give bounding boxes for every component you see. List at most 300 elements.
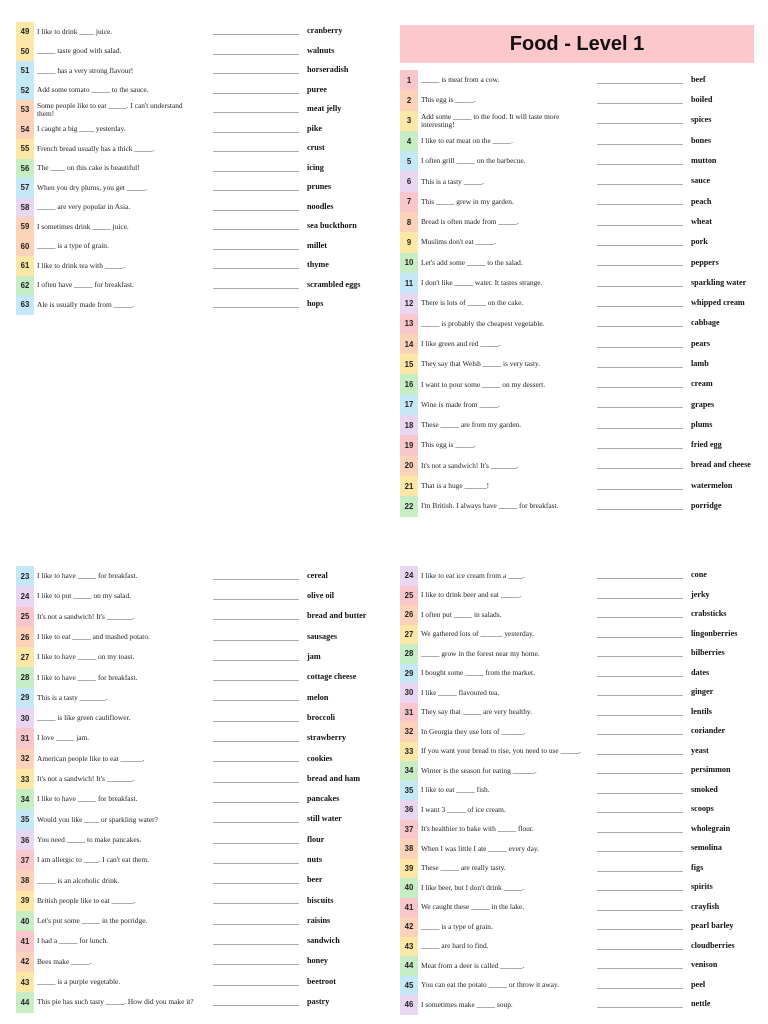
answer-blank-line[interactable] <box>597 598 683 599</box>
sentence-text: This egg is _____. <box>421 95 476 105</box>
item-number: 20 <box>400 456 418 476</box>
answer-word: jam <box>307 652 321 662</box>
exercise-row <box>400 192 758 212</box>
answer-word: still water <box>307 814 342 824</box>
answer-blank-line[interactable] <box>597 286 683 287</box>
answer-blank-line[interactable] <box>597 184 683 185</box>
sentence-text: I like to drink tea with _____. <box>37 260 126 270</box>
exercise-row <box>400 995 758 1015</box>
answer-blank-line[interactable] <box>597 949 683 950</box>
item-number: 33 <box>16 769 34 789</box>
answer-blank-line[interactable] <box>213 210 299 211</box>
exercise-row <box>400 334 758 354</box>
answer-word: pears <box>691 338 711 348</box>
sentence-text: Would you like ____ or sparkling water? <box>37 814 158 824</box>
exercise-row <box>16 198 374 218</box>
answer-word: ginger <box>691 687 714 697</box>
sentence-text: _____ are very popular in Asia. <box>37 202 131 212</box>
answer-blank-line[interactable] <box>597 265 683 266</box>
item-number: 26 <box>400 605 418 625</box>
answer-blank-line[interactable] <box>213 782 299 783</box>
answer-blank-line[interactable] <box>597 509 683 510</box>
answer-word: semolina <box>691 843 722 853</box>
answer-blank-line[interactable] <box>213 249 299 250</box>
answer-blank-line[interactable] <box>597 851 683 852</box>
exercise-row <box>16 972 374 992</box>
sentence-text: When you dry plums, you get _____. <box>37 182 148 192</box>
sentence-text: Add some tomato _____ to the sauce. <box>37 85 149 95</box>
item-number: 63 <box>16 295 34 315</box>
exercise-row <box>400 683 758 703</box>
sentence-text: We caught these _____ in the lake. <box>421 902 525 912</box>
exercise-row <box>16 81 374 101</box>
sentence-text: You need _____ to make pancakes. <box>37 834 142 844</box>
sentence-text: I am allergic to ____. I can't eat them. <box>37 855 150 865</box>
answer-word: prunes <box>307 182 332 192</box>
item-number: 59 <box>16 217 34 237</box>
answer-word: icing <box>307 162 324 172</box>
item-number: 29 <box>16 688 34 708</box>
sentence-text: It's not a sandwich! It's _______. <box>37 774 135 784</box>
answer-blank-line[interactable] <box>213 599 299 600</box>
answer-blank-line[interactable] <box>597 890 683 891</box>
answer-blank-line[interactable] <box>597 754 683 755</box>
worksheet-title: Food - Level 1 <box>509 32 645 55</box>
answer-blank-line[interactable] <box>213 680 299 681</box>
answer-word: boiled <box>691 95 713 105</box>
answer-blank-line[interactable] <box>213 34 299 35</box>
exercise-column-top-left <box>16 22 374 315</box>
answer-blank-line[interactable] <box>597 387 683 388</box>
sentence-text: I sometimes make _____ soup. <box>421 999 513 1009</box>
answer-word: bones <box>691 135 712 145</box>
answer-blank-line[interactable] <box>213 741 299 742</box>
item-number: 53 <box>16 100 34 120</box>
exercise-row <box>16 708 374 728</box>
exercise-row <box>400 111 758 131</box>
answer-blank-line[interactable] <box>213 151 299 152</box>
answer-word: figs <box>691 862 704 872</box>
exercise-row <box>16 647 374 667</box>
exercise-row <box>400 644 758 664</box>
answer-blank-line[interactable] <box>213 112 299 113</box>
sentence-text: I like _____ flavoured tea. <box>421 687 500 697</box>
answer-blank-line[interactable] <box>597 448 683 449</box>
answer-word: plums <box>691 419 713 429</box>
item-number: 34 <box>16 789 34 809</box>
answer-word: melon <box>307 692 329 702</box>
sentence-text: I like beer, but I don't drink _____. <box>421 882 525 892</box>
sentence-text: _____ is a purple vegetable. <box>37 976 121 986</box>
sentence-text: Add some _____ to the food. It will taste more interesting! <box>421 111 560 129</box>
answer-blank-line[interactable] <box>213 190 299 191</box>
answer-word: bread and cheese <box>691 460 751 470</box>
item-number: 17 <box>400 395 418 415</box>
answer-word: lamb <box>691 359 709 368</box>
answer-blank-line[interactable] <box>597 347 683 348</box>
answer-blank-line[interactable] <box>597 832 683 833</box>
sentence-text: _____ is meat from a cow. <box>421 75 500 85</box>
sentence-text: I don't like _____ water. It tastes strange. <box>421 278 543 288</box>
item-number: 40 <box>16 911 34 931</box>
item-number: 21 <box>400 476 418 496</box>
answer-blank-line[interactable] <box>213 579 299 580</box>
sentence-text: I often put _____ in salads. <box>421 609 502 619</box>
answer-blank-line[interactable] <box>213 903 299 904</box>
exercise-row <box>16 607 374 627</box>
answer-word: cabbage <box>691 318 720 328</box>
item-number: 12 <box>400 293 418 313</box>
answer-blank-line[interactable] <box>213 619 299 620</box>
item-number: 15 <box>400 354 418 374</box>
answer-blank-line[interactable] <box>213 268 299 269</box>
item-number: 56 <box>16 159 34 179</box>
item-number: 32 <box>16 749 34 769</box>
answer-blank-line[interactable] <box>213 863 299 864</box>
sentence-text: I want to pour some _____ on my dessert. <box>421 379 546 389</box>
answer-blank-line[interactable] <box>213 802 299 803</box>
sentence-text: I want 3 _____ of ice cream. <box>421 804 506 814</box>
answer-blank-line[interactable] <box>213 307 299 308</box>
answer-blank-line[interactable] <box>213 944 299 945</box>
sentence-text: Ale is usually made from _____. <box>37 299 134 309</box>
answer-word: cottage cheese <box>307 672 357 682</box>
answer-word: porridge <box>691 501 722 511</box>
exercise-row <box>400 476 758 496</box>
answer-word: dates <box>691 667 710 677</box>
answer-blank-line[interactable] <box>597 910 683 911</box>
item-number: 5 <box>400 151 418 171</box>
answer-blank-line[interactable] <box>213 822 299 823</box>
item-number: 41 <box>16 931 34 951</box>
answer-word: cereal <box>307 570 328 580</box>
exercise-row <box>16 769 374 789</box>
answer-blank-line[interactable] <box>597 734 683 735</box>
worksheet-title-banner <box>400 25 754 63</box>
answer-blank-line[interactable] <box>597 225 683 226</box>
answer-word: venison <box>691 960 718 970</box>
answer-blank-line[interactable] <box>213 640 299 641</box>
answer-blank-line[interactable] <box>597 164 683 165</box>
exercise-row <box>400 781 758 801</box>
answer-blank-line[interactable] <box>597 695 683 696</box>
sentence-text: I like to drink ____ juice. <box>37 26 113 36</box>
sentence-text: I like to eat ice cream from a ____. <box>421 570 525 580</box>
exercise-row <box>400 212 758 232</box>
item-number: 26 <box>16 627 34 647</box>
item-number: 44 <box>16 992 34 1012</box>
exercise-row <box>16 952 374 972</box>
sentence-text: The ____ on this cake is beautiful! <box>37 163 140 173</box>
exercise-row <box>400 586 758 606</box>
exercise-row <box>16 911 374 931</box>
sentence-text: Let's add some _____ to the salad. <box>421 257 523 267</box>
exercise-row <box>400 703 758 723</box>
exercise-row <box>16 566 374 586</box>
item-number: 39 <box>400 859 418 879</box>
sentence-text: This _____ grew in my garden. <box>421 196 514 206</box>
sentence-text: I love _____ jam. <box>37 733 90 743</box>
sentence-text: In Georgia they use lots of ______. <box>421 726 526 736</box>
item-number: 36 <box>400 800 418 820</box>
answer-word: cookies <box>307 753 333 763</box>
answer-word: coriander <box>691 726 726 736</box>
answer-blank-line[interactable] <box>213 54 299 55</box>
exercise-row <box>400 605 758 625</box>
exercise-column-bottom-left <box>16 566 374 1013</box>
exercise-column-bottom-right <box>400 566 758 1015</box>
answer-blank-line[interactable] <box>597 1007 683 1008</box>
exercise-row <box>16 22 374 42</box>
exercise-row <box>16 178 374 198</box>
item-number: 24 <box>16 586 34 606</box>
answer-blank-line[interactable] <box>597 773 683 774</box>
item-number: 9 <box>400 232 418 252</box>
sentence-text: They say that _____ are very healthy. <box>421 707 532 717</box>
answer-word: sauce <box>691 176 711 186</box>
answer-blank-line[interactable] <box>213 1005 299 1006</box>
answer-word: bread and butter <box>307 611 367 621</box>
exercise-row <box>400 976 758 996</box>
answer-word: grapes <box>691 399 715 409</box>
answer-blank-line[interactable] <box>597 103 683 104</box>
answer-blank-line[interactable] <box>213 229 299 230</box>
exercise-row <box>400 742 758 762</box>
exercise-row <box>400 273 758 293</box>
answer-word: horseradish <box>307 65 349 75</box>
answer-blank-line[interactable] <box>213 288 299 289</box>
item-number: 3 <box>400 111 418 131</box>
answer-blank-line[interactable] <box>213 73 299 74</box>
answer-word: raisins <box>307 915 331 925</box>
answer-word: crust <box>307 143 325 153</box>
sentence-text: I like to have _____ for breakfast. <box>37 672 138 682</box>
item-number: 30 <box>16 708 34 728</box>
sentence-text: Bread is often made from _____. <box>421 217 519 227</box>
exercise-row <box>16 217 374 237</box>
sentence-text: You can eat the potato _____ or throw it away. <box>421 980 559 990</box>
sentence-text: I like to eat _____ and mashed potato. <box>37 631 150 641</box>
sentence-text: That is a huge ______! <box>421 480 490 490</box>
answer-word: persimmon <box>691 765 731 775</box>
exercise-row <box>400 151 758 171</box>
exercise-row <box>400 354 758 374</box>
exercise-row <box>16 237 374 257</box>
answer-blank-line[interactable] <box>597 407 683 408</box>
answer-blank-line[interactable] <box>597 637 683 638</box>
exercise-row <box>16 830 374 850</box>
answer-word: fried egg <box>691 440 722 450</box>
item-number: 52 <box>16 81 34 101</box>
sentence-text: I like to have _____ for breakfast. <box>37 571 138 581</box>
sentence-text: _____ are hard to find. <box>421 941 489 951</box>
exercise-row <box>400 820 758 840</box>
item-number: 46 <box>400 995 418 1015</box>
exercise-row <box>400 898 758 918</box>
answer-blank-line[interactable] <box>597 489 683 490</box>
answer-word: thyme <box>307 260 329 270</box>
answer-word: crabsticks <box>691 609 727 619</box>
exercise-row <box>400 253 758 273</box>
answer-blank-line[interactable] <box>597 468 683 469</box>
exercise-row <box>400 566 758 586</box>
answer-blank-line[interactable] <box>597 812 683 813</box>
answer-word: scoops <box>691 804 714 814</box>
item-number: 55 <box>16 139 34 159</box>
exercise-row <box>16 159 374 179</box>
exercise-row <box>400 917 758 937</box>
answer-blank-line[interactable] <box>597 428 683 429</box>
item-number: 41 <box>400 898 418 918</box>
answer-word: peppers <box>691 257 719 267</box>
answer-word: crayfish <box>691 901 720 911</box>
answer-word: pastry <box>307 997 330 1007</box>
sentence-text: _____ is an alcoholic drink. <box>37 875 120 885</box>
item-number: 28 <box>16 667 34 687</box>
sentence-text: I like to have _____ on my toast. <box>37 652 135 662</box>
answer-blank-line[interactable] <box>597 793 683 794</box>
answer-blank-line[interactable] <box>597 656 683 657</box>
exercise-row <box>400 435 758 455</box>
item-number: 7 <box>400 192 418 212</box>
exercise-row <box>400 625 758 645</box>
item-number: 32 <box>400 722 418 742</box>
sentence-text: _____ has a very strong flavour! <box>37 65 134 75</box>
answer-blank-line[interactable] <box>213 132 299 133</box>
sentence-text: I'm British. I always have _____ for breakfast. <box>421 501 559 511</box>
exercise-column-top-right <box>400 70 758 517</box>
answer-blank-line[interactable] <box>597 929 683 930</box>
answer-blank-line[interactable] <box>597 578 683 579</box>
answer-blank-line[interactable] <box>597 871 683 872</box>
exercise-row <box>16 850 374 870</box>
answer-blank-line[interactable] <box>213 843 299 844</box>
sentence-text: These _____ are from my garden. <box>421 420 522 430</box>
answer-blank-line[interactable] <box>213 761 299 762</box>
sentence-text: If you want your bread to rise, you need to use _____. <box>421 746 581 756</box>
answer-word: mutton <box>691 156 717 166</box>
answer-blank-line[interactable] <box>597 204 683 205</box>
answer-blank-line[interactable] <box>597 306 683 307</box>
answer-blank-line[interactable] <box>597 367 683 368</box>
answer-blank-line[interactable] <box>597 617 683 618</box>
answer-blank-line[interactable] <box>597 144 683 145</box>
exercise-row <box>400 374 758 394</box>
sentence-text: I like to eat _____ fish. <box>421 785 490 795</box>
sentence-text: _____ is like green cauliflower. <box>37 713 131 723</box>
exercise-row <box>400 171 758 191</box>
item-number: 18 <box>400 415 418 435</box>
answer-blank-line[interactable] <box>213 964 299 965</box>
item-number: 2 <box>400 90 418 110</box>
answer-blank-line[interactable] <box>213 660 299 661</box>
answer-blank-line[interactable] <box>597 123 683 124</box>
sentence-text: _____ is a type of grain. <box>421 921 493 931</box>
exercise-row <box>16 295 374 315</box>
answer-word: beer <box>307 875 323 885</box>
answer-word: sandwich <box>307 936 340 946</box>
answer-blank-line[interactable] <box>597 968 683 969</box>
answer-blank-line[interactable] <box>213 93 299 94</box>
answer-blank-line[interactable] <box>213 883 299 884</box>
answer-word: nuts <box>307 855 323 864</box>
answer-word: sea buckthorn <box>307 221 357 231</box>
sentence-text: I like to have _____ for breakfast. <box>37 794 138 804</box>
exercise-row <box>16 586 374 606</box>
item-number: 11 <box>400 273 418 293</box>
item-number: 43 <box>16 972 34 992</box>
exercise-row <box>400 90 758 110</box>
answer-blank-line[interactable] <box>597 676 683 677</box>
answer-word: honey <box>307 956 328 966</box>
sentence-text: This is a tasty _____. <box>421 176 485 186</box>
answer-word: pearl barley <box>691 921 734 931</box>
answer-word: beetroot <box>307 976 336 986</box>
answer-blank-line[interactable] <box>213 721 299 722</box>
answer-word: flour <box>307 834 325 844</box>
item-number: 28 <box>400 644 418 664</box>
item-number: 25 <box>400 586 418 606</box>
answer-blank-line[interactable] <box>213 985 299 986</box>
answer-blank-line[interactable] <box>213 924 299 925</box>
answer-blank-line[interactable] <box>597 83 683 84</box>
item-number: 37 <box>400 820 418 840</box>
exercise-row <box>16 256 374 276</box>
answer-word: meat jelly <box>307 104 342 114</box>
item-number: 8 <box>400 212 418 232</box>
sentence-text: _____ is a type of grain. <box>37 241 109 251</box>
exercise-row <box>400 664 758 684</box>
answer-word: nettle <box>691 999 711 1009</box>
answer-word: sausages <box>307 631 338 641</box>
sentence-text: British people like to eat ______. <box>37 895 136 905</box>
answer-blank-line[interactable] <box>597 326 683 327</box>
item-number: 50 <box>16 42 34 62</box>
answer-blank-line[interactable] <box>213 171 299 172</box>
answer-word: beef <box>691 74 706 84</box>
answer-word: wheat <box>691 216 712 226</box>
answer-blank-line[interactable] <box>597 715 683 716</box>
answer-word: cone <box>691 570 707 580</box>
answer-word: spices <box>691 115 712 125</box>
sentence-text: I like to put _____ on my salad. <box>37 591 132 601</box>
exercise-row <box>16 728 374 748</box>
exercise-row <box>400 232 758 252</box>
exercise-row <box>16 667 374 687</box>
answer-blank-line[interactable] <box>213 700 299 701</box>
item-number: 37 <box>16 850 34 870</box>
item-number: 14 <box>400 334 418 354</box>
answer-blank-line[interactable] <box>597 988 683 989</box>
answer-word: bread and ham <box>307 773 361 783</box>
item-number: 27 <box>16 647 34 667</box>
exercise-row <box>400 839 758 859</box>
item-number: 38 <box>400 839 418 859</box>
sentence-text: I like to drink beer and eat _____. <box>421 590 522 600</box>
answer-word: cream <box>691 379 713 389</box>
sentence-text: This pie has such tasty _____. How did you make it? <box>37 997 194 1007</box>
item-number: 23 <box>16 566 34 586</box>
item-number: 57 <box>16 178 34 198</box>
sentence-text: _____ taste good with salad. <box>37 46 122 56</box>
answer-word: bilberries <box>691 648 725 658</box>
answer-blank-line[interactable] <box>597 245 683 246</box>
answer-word: wholegrain <box>691 823 731 833</box>
sentence-text: It's not a sandwich! It's _______. <box>421 460 519 470</box>
sentence-text: It's not a sandwich! It's _______. <box>37 611 135 621</box>
item-number: 6 <box>400 171 418 191</box>
exercise-row <box>16 627 374 647</box>
